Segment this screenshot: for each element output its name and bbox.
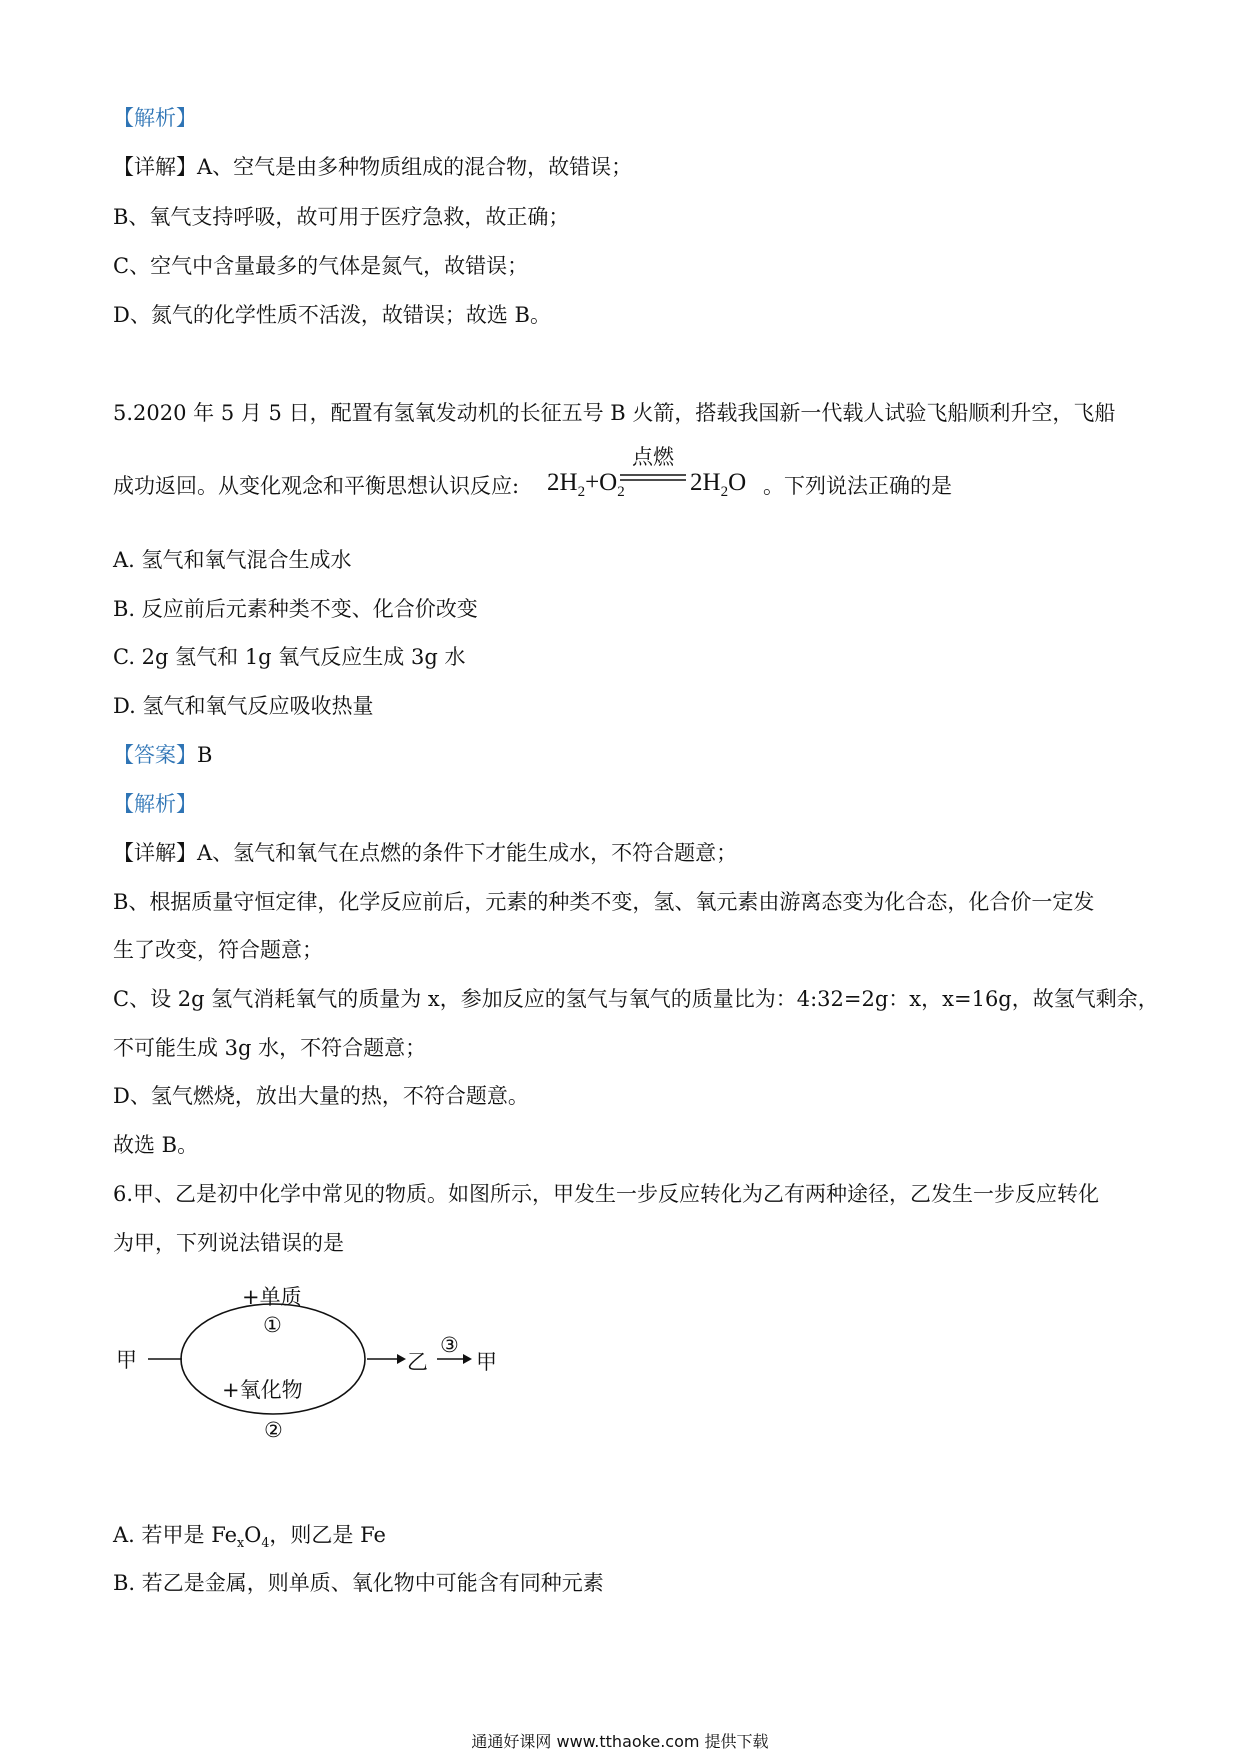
q5-conclusion: 故选 B。 [113, 1133, 199, 1157]
diagram-end: 甲 [476, 1350, 497, 1374]
diagram-mid: 乙 [407, 1350, 428, 1374]
q5-stem-line2-prefix: 成功返回。从变化观念和平衡思想认识反应: [113, 474, 520, 498]
q5-option-d: D. 氢气和氧气反应吸收热量 [113, 694, 374, 718]
page-footer: 通通好课网 www.tthaoke.com 提供下载 [471, 1732, 769, 1751]
q5-detail-a: 【详解】A、氢气和氧气在点燃的条件下才能生成水，不符合题意； [113, 841, 738, 865]
q5-option-c: C. 2g 氢气和 1g 氧气反应生成 3g 水 [113, 645, 466, 669]
q5-detail-b2: 生了改变，符合题意； [113, 938, 323, 962]
q6-option-a: A. 若甲是 $Fe_xO_4$，则乙是 Fe [113, 1523, 386, 1551]
diagram-top-num: ① [263, 1313, 282, 1337]
answer-value: B [197, 743, 213, 767]
q5-stem-line2-suffix: 。下列说法正确的是 [763, 474, 952, 498]
analysis-tag: 【解析】 [113, 106, 197, 130]
equation-right: $2H_2O$ [690, 469, 747, 500]
diagram-bottom-num: ② [264, 1418, 283, 1442]
q5-detail-c1: C、设 2g 氢气消耗氧气的质量为 x，参加反应的氢气与氧气的质量比为：4:32=2g：x，x=16g，故氢气剩余， [113, 987, 1159, 1011]
diagram-bottom-label: +氧化物 [222, 1378, 303, 1402]
q5-detail-d: D、氢气燃烧，放出大量的热，不符合题意。 [113, 1084, 529, 1108]
detail-line-a: 【详解】A、空气是由多种物质组成的混合物，故错误； [113, 155, 633, 179]
detail-line-d: D、氮气的化学性质不活泼，故错误；故选 B。 [113, 303, 551, 327]
q5-detail-b1: B、根据质量守恒定律，化学反应前后，元素的种类不变，氢、氧元素由游离态变为化合态，化合价一定发 [113, 890, 1095, 914]
q5-stem-line1: 5.2020 年 5 月 5 日，配置有氢氧发动机的长征五号 B 火箭，搭载我国新一代载人试验飞船顺利升空，飞船 [113, 401, 1116, 425]
q5-option-b: B. 反应前后元素种类不变、化合价改变 [113, 597, 478, 621]
q5-answer [113, 740, 212, 770]
q6-stem-line1: 6.甲、乙是初中化学中常见的物质。如图所示，甲发生一步反应转化为乙有两种途径，乙发生一步反应转化 [113, 1182, 1100, 1206]
diagram-start: 甲 [116, 1348, 137, 1372]
q5-option-a: A. 氢气和氧气混合生成水 [113, 548, 352, 572]
equation-left: $2H_2+O_2$ [547, 469, 625, 500]
q5-analysis-tag: 【解析】 [113, 792, 197, 816]
equation-condition: 点燃 [632, 445, 674, 469]
diagram-shapes [140, 1280, 520, 1420]
detail-line-c: C、空气中含量最多的气体是氮气，故错误； [113, 254, 529, 278]
detail-line-b: B、氧气支持呼吸，故可用于医疗急救，故正确； [113, 205, 570, 229]
answer-tag: 【答案】 [113, 743, 197, 767]
equation-equals-sign [618, 473, 688, 483]
q6-option-b: B. 若乙是金属，则单质、氧化物中可能含有同种元素 [113, 1571, 604, 1595]
q5-detail-c2: 不可能生成 3g 水，不符合题意； [113, 1036, 427, 1060]
q6-stem-line2: 为甲，下列说法错误的是 [113, 1231, 344, 1255]
diagram-top-label: +单质 [242, 1285, 302, 1309]
diagram-step-num: ③ [440, 1333, 459, 1357]
